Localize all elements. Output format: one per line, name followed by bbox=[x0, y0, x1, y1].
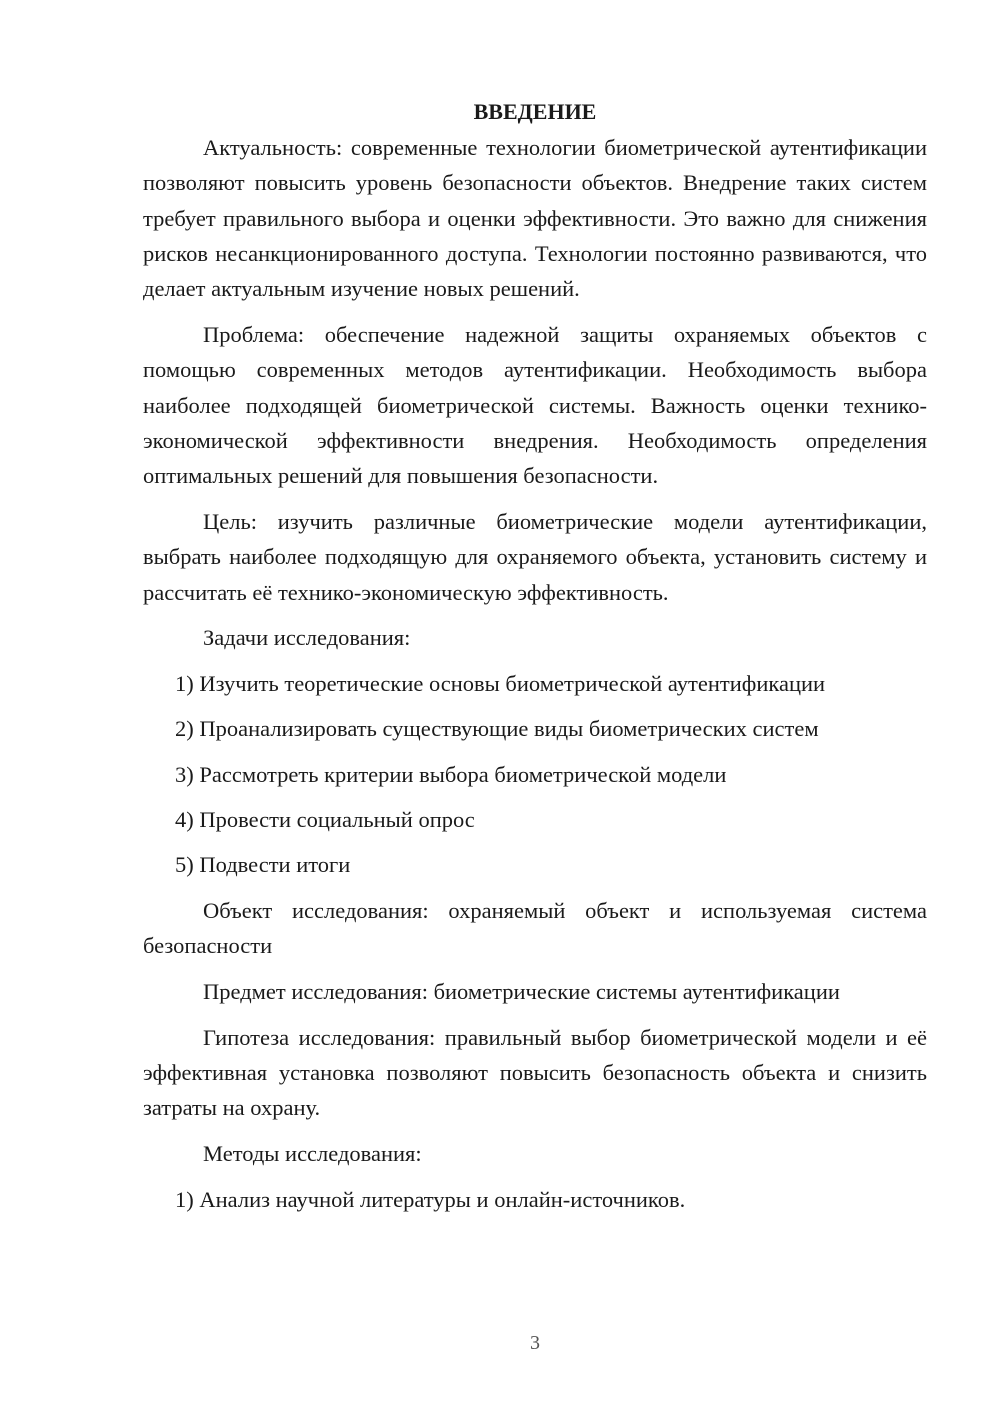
object-paragraph: Объект исследования: охраняемый объект и используемая система безопасности bbox=[143, 897, 927, 958]
problem-paragraph: Проблема: обеспечение надежной защиты охраняемых объектов с помощью современных методов аутентификации. Необходимость выбора наиболее подходящей биометрической системы. Важность оценки технико-экономической эффективности внедрения. Необходимость определения оптимальных решений для повышения безопасности. bbox=[143, 321, 927, 489]
document-page bbox=[143, 94, 927, 1227]
task-item: 1) Изучить теоретические основы биометрической аутентификации bbox=[175, 671, 826, 697]
method-item: 1) Анализ научной литературы и онлайн-источников. bbox=[175, 1186, 686, 1212]
task-item: 5) Подвести итоги bbox=[175, 852, 351, 878]
page-number: 3 bbox=[530, 1332, 540, 1354]
section-title: ВВЕДЕНИЕ bbox=[473, 99, 597, 124]
task-item: 2) Проанализировать существующие виды биометрических систем bbox=[175, 716, 819, 742]
tasks-heading: Задачи исследования: bbox=[203, 625, 411, 651]
task-item: 3) Рассмотреть критерии выбора биометрической модели bbox=[175, 761, 727, 787]
goal-paragraph: Цель: изучить различные биометрические модели аутентификации, выбрать наиболее подходящую для охраняемого объекта, установить систему и рассчитать её технико-экономическую эффективность. bbox=[143, 508, 927, 605]
task-item: 4) Провести социальный опрос bbox=[175, 807, 475, 833]
hypothesis-paragraph: Гипотеза исследования: правильный выбор биометрической модели и её эффективная установка позволяют повысить безопасность объекта и снизить затраты на охрану. bbox=[143, 1024, 927, 1121]
methods-heading: Методы исследования: bbox=[203, 1140, 422, 1166]
relevance-paragraph: Актуальность: современные технологии биометрической аутентификации позволяют повысить уровень безопасности объектов. Внедрение таких систем требует правильного выбора и оценки эффективности. Это важно для снижения рисков несанкционированного доступа. Технологии постоянно развиваются, что делает актуальным изучение новых решений. bbox=[143, 135, 927, 302]
subject-paragraph: Предмет исследования: биометрические системы аутентификации bbox=[203, 978, 840, 1004]
